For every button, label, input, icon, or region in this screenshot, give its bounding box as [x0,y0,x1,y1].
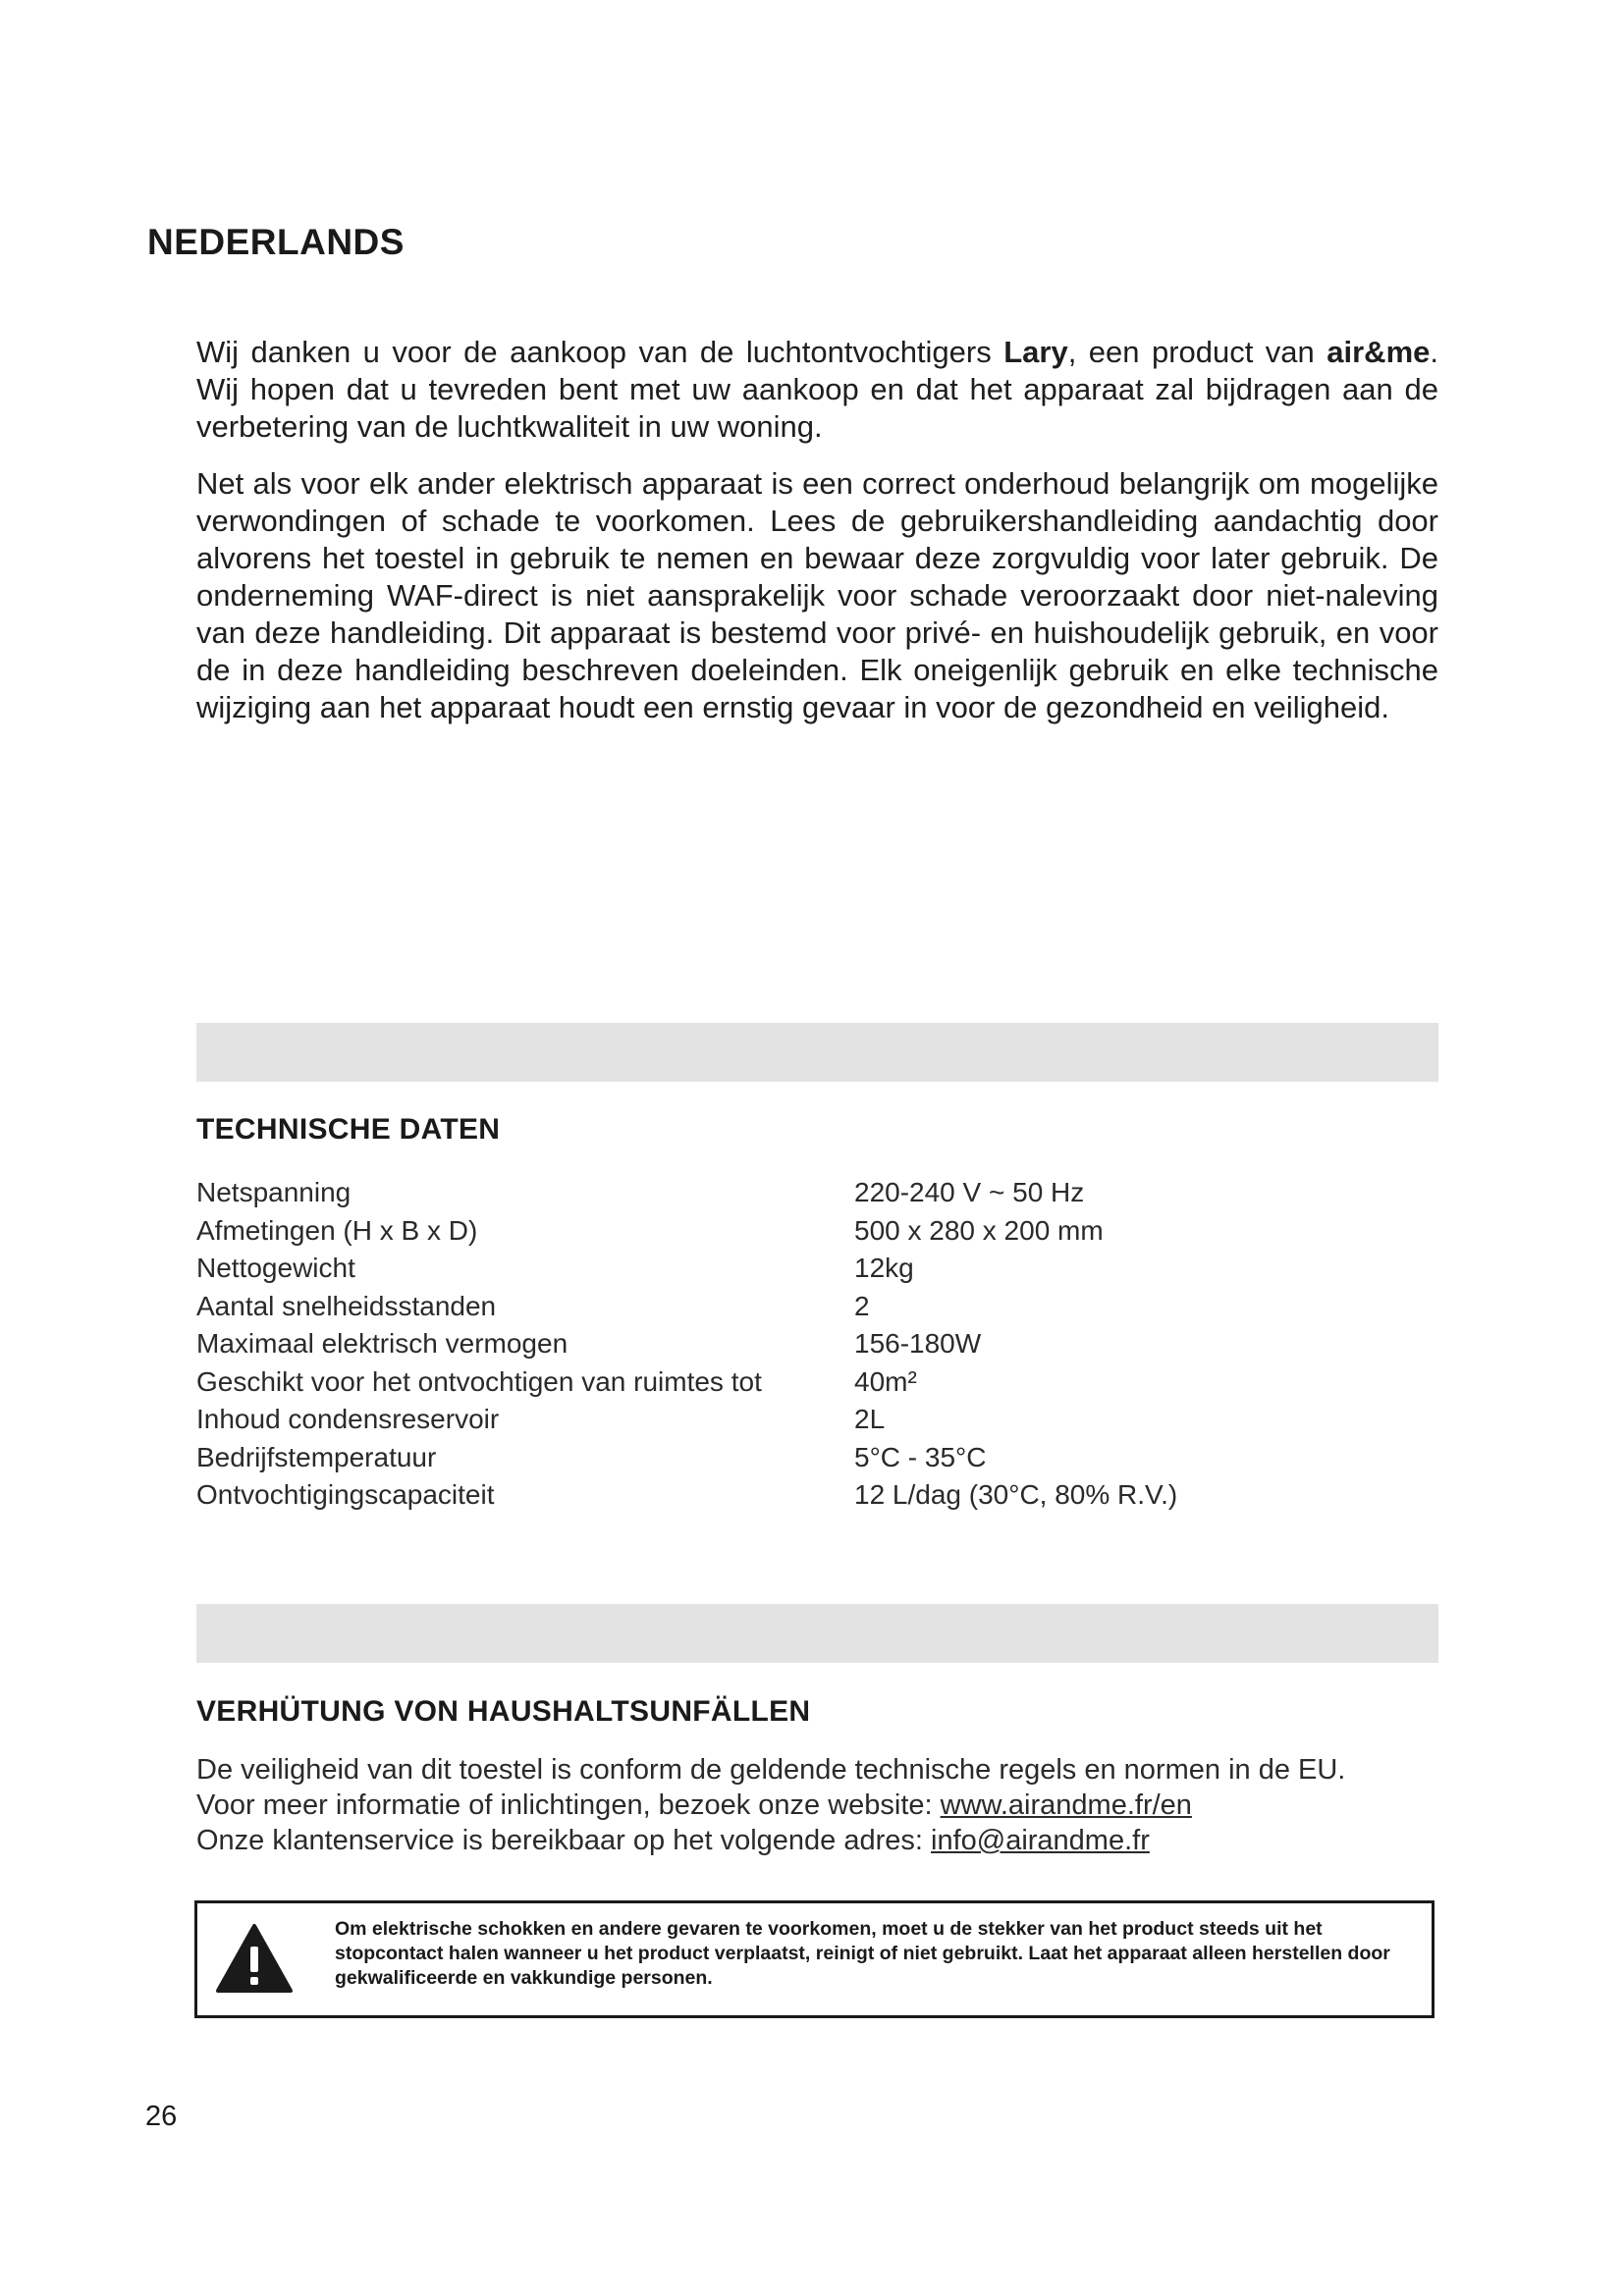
technical-data-heading: TECHNISCHE DATEN [196,1113,501,1146]
spec-value: 12kg [854,1253,914,1283]
intro-paragraph-1 [196,334,1438,446]
safety-line-2 [196,1788,1438,1823]
safety-info [196,1752,1438,1858]
intro-text: . Wij hopen dat u tevreden bent met uw aankoop en dat het apparaat zal bijdragen aan de verbetering van de luchtkwaliteit in uw woning. [196,335,1438,444]
spec-row [196,1174,1276,1212]
spec-label: Maximaal elektrisch vermogen [196,1328,568,1359]
safety-heading: VERHÜTUNG VON HAUSHALTSUNFÄLLEN [196,1695,811,1728]
page-title: NEDERLANDS [147,222,405,262]
spec-row [196,1476,1276,1515]
spec-row [196,1363,1276,1402]
spec-row [196,1288,1276,1326]
spec-value: 156-180W [854,1328,982,1359]
section-divider-band [196,1604,1438,1663]
spec-value: 5°C - 35°C [854,1441,987,1472]
section-divider-band [196,1023,1438,1082]
spec-label: Nettogewicht [196,1253,355,1283]
website-label: Voor meer informatie of inlichtingen, bezoek onze website: [196,1789,941,1821]
website-link[interactable]: www.airandme.fr/en [940,1789,1192,1821]
intro-text: , een product van [1067,335,1327,369]
safety-line-1: De veiligheid van dit toestel is conform de geldende technische regels en normen in de EU. [196,1754,1346,1786]
spec-value: 2 [854,1290,870,1321]
spec-value: 500 x 280 x 200 mm [854,1214,1104,1246]
spec-label: Inhoud condensreservoir [196,1404,500,1434]
technical-data-table [196,1174,1276,1515]
spec-row [196,1439,1276,1477]
spec-row [196,1212,1276,1251]
spec-value: 2L [854,1404,886,1434]
warning-text: Om elektrische schokken en andere gevaren te voorkomen, moet u de stekker van het product steeds uit het stopcontact halen wanneer u het product verplaatst, reinigt of niet gebruikt. Laat het apparaat alleen herstellen door gekwalificeerde en vakkundige personen. [335,1918,1390,1989]
spec-label: Afmetingen (H x B x D) [196,1214,478,1246]
spec-row [196,1401,1276,1439]
intro-paragraph-2: Net als voor elk ander elektrisch apparaat is een correct onderhoud belangrijk om mogelijke verwondingen of schade te voorkomen. Lees de gebruikershandleiding aandachtig door alvorens het toestel in gebruik te nemen en bewaar deze zorgvuldig voor later gebruik. De onderneming WAF-direct is niet aansprakelijk voor schade veroorzaakt door niet-naleving van deze handleiding. Dit apparaat is bestemd voor privé- en huishoudelijk gebruik, en voor de in deze handleiding beschreven doeleinden. Elk oneigenlijk gebruik en elke technische wijziging aan het apparaat houdt een ernstig gevaar in voor de gezondheid en veiligheid. [196,466,1438,724]
spec-row [196,1325,1276,1363]
intro-text: Wij danken u voor de aankoop van de luchtontvochtigers [196,335,1004,369]
safety-line-3 [196,1823,1438,1858]
page-number: 26 [145,2101,178,2132]
spec-label: Ontvochtigingscapaciteit [196,1479,495,1510]
product-name: Lary [1003,335,1068,369]
spec-row [196,1250,1276,1288]
warning-triangle-icon [215,1923,294,1994]
email-link[interactable]: info@airandme.fr [931,1825,1150,1856]
spec-label: Aantal snelheidsstanden [196,1290,497,1321]
spec-label: Geschikt voor het ontvochtigen van ruimtes tot [196,1365,762,1397]
warning-box [194,1900,1435,2018]
brand-name: air&me [1326,335,1431,369]
spec-value: 40m² [854,1365,917,1397]
spec-label: Bedrijfstemperatuur [196,1441,437,1472]
spec-value: 220-240 V ~ 50 Hz [854,1177,1085,1207]
email-label: Onze klantenservice is bereikbaar op het volgende adres: [196,1825,931,1856]
spec-label: Netspanning [196,1177,352,1207]
spec-value: 12 L/dag (30°C, 80% R.V.) [854,1479,1178,1510]
